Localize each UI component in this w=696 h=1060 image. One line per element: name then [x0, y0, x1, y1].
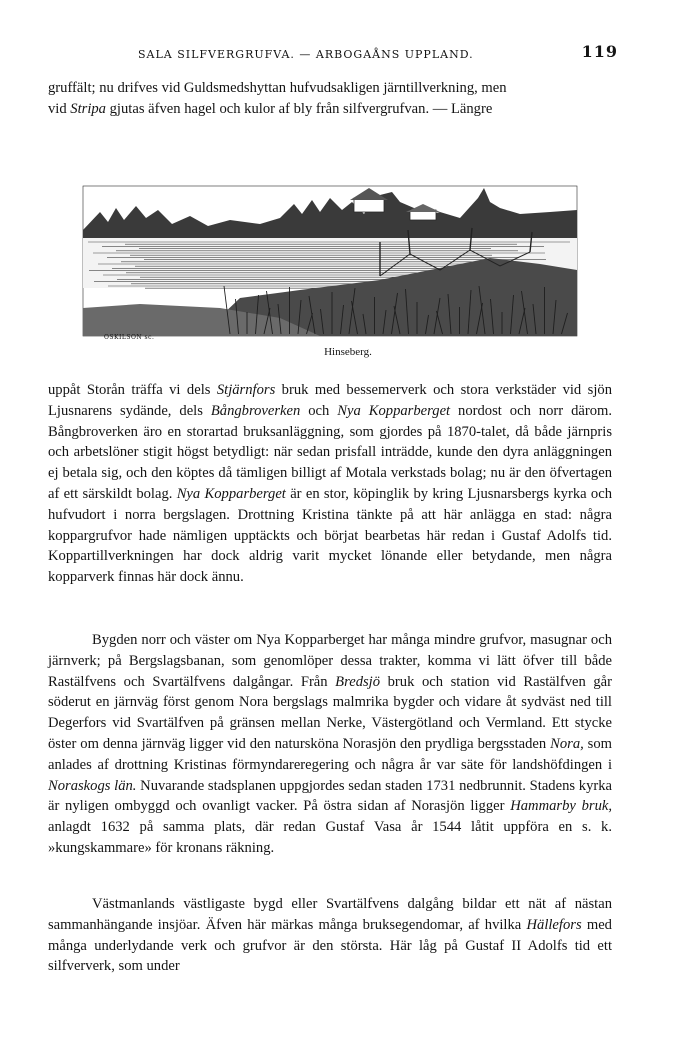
intro-line-2a: vid	[48, 100, 71, 117]
place-name-hallefors: Hällefors	[526, 916, 582, 933]
intro-line-2c: gjutas äfven hagel och kulor af bly från silfvergrufvan. — Längre	[105, 100, 493, 117]
place-name-nora: Nora,	[550, 735, 584, 752]
running-title: SALA SILFVERGRUFVA. — ARBOGAÅNS UPPLAND.	[138, 48, 474, 61]
text-run: anlagdt 1632 på samma plats, där redan Gustaf Vasa år 1544 låtit uppföra en s. k. »kungskammare» för kronans räkning.	[48, 819, 612, 856]
text-run: Nuvarande stadsplanen uppgjordes sedan staden 1731 nedbrunnit. Stadens kyrka är nyligen ombyggd och ovanligt vacker. På östra sidan af Norasjön ligger	[48, 777, 612, 815]
text-run: uppåt Storån träffa vi dels	[48, 382, 217, 398]
text-run: med många underlydande verk och grufvor är den största. Här låg på Gustaf II Adolfs tid ett silfververk, som under	[48, 916, 612, 975]
text-run: bruk och station vid Rastälfven går söderut en järnväg först genom Nora bergslags malmrika bygder och vidare åt sydväst ned till Degerfors vid Svartälfven på gränsen mellan Nerke, Västergötland och Vermland. Ett stycke öster om denna järnväg ligger vid den natursköna Norasjön den prydliga bergsstaden	[48, 673, 612, 752]
text-run: som anlades af drottning Kristinas förmyndareregering och några år var säte för landshöfdingen i	[48, 735, 612, 773]
place-name-noraskogs-lan: Noraskogs län.	[48, 777, 137, 794]
intro-paragraph	[48, 78, 612, 120]
intro-line-1: gruffält; nu drifves vid Guldsmedshyttan hufvudsakligen järntillverkning, men	[48, 80, 507, 96]
paragraph-vastmanland	[48, 894, 612, 977]
text-run: Västmanlands västligaste bygd eller Svartälfvens dalgång bildar ett nät af nästan sammanhängande insjöar. Äfven här märkas många bruksegendomar, af hvilka	[48, 896, 612, 933]
place-name-nya-kopparberget-2: Nya Kopparberget	[176, 485, 286, 502]
place-name-hammarby-bruk: Hammarby bruk,	[510, 798, 612, 815]
page-number: 119	[581, 42, 618, 61]
text-run: bruk med bessemerverk och stora verkstäder vid sjön Ljusnarens sydände, dels	[48, 382, 612, 419]
place-name-bredsjo: Bredsjö	[335, 673, 381, 690]
text-run: och	[300, 402, 338, 419]
text-run: nordost och norr därom. Bångbroverken äro en storartad bruksanläggning, som gjordes på 1870-talet, då både järnpris och arbetslöner stigit högst betydligt: när sedan prisfall inträdde, kunde den dyra anläggningen ej betala sig, och den köptes då tämligen billigt af Motala verkstads bolag; nu är den öfvertagen af ett särskildt bolag.	[48, 402, 613, 502]
place-name-stripa: Stripa	[70, 100, 106, 117]
engraver-credit: OSKILSON sc.	[104, 334, 155, 341]
engraving-hinseberg	[80, 158, 580, 338]
running-header	[50, 42, 618, 64]
place-name-stjarnfors: Stjärnfors	[216, 382, 276, 398]
paragraph-bygden	[48, 630, 612, 859]
figure-caption: Hinseberg.	[324, 346, 372, 358]
place-name-nya-kopparberget: Nya Kopparberget	[337, 402, 451, 419]
engraving-illustration	[80, 158, 580, 338]
text-run: Bygden norr och väster om Nya Kopparberget har många mindre grufvor, masugnar och järnverk; på Bergslagsbanan, som genomlöper dessa trakter, komma vi lätt öfver till både Rastälfvens och Svartälfvens dalgångar. Från	[48, 632, 612, 690]
place-name-bangbroverken: Bångbroverken	[210, 402, 301, 419]
paragraph-storan	[48, 380, 612, 588]
text-run: är en stor, köpinglik by kring Ljusnarsbergs kyrka och hufvudort i norra bergslagen. Drottning Kristina tänkte på att här anlägga en stad: några koppargrufvor hade nämligen upptäckts och börjat bearbetas här redan i Gustaf Adolfs tid. Koppartillverkningen har dock aldrig varit mycket lönande eller betydande, men några kopparverk finnas här dock ännu.	[48, 485, 613, 586]
